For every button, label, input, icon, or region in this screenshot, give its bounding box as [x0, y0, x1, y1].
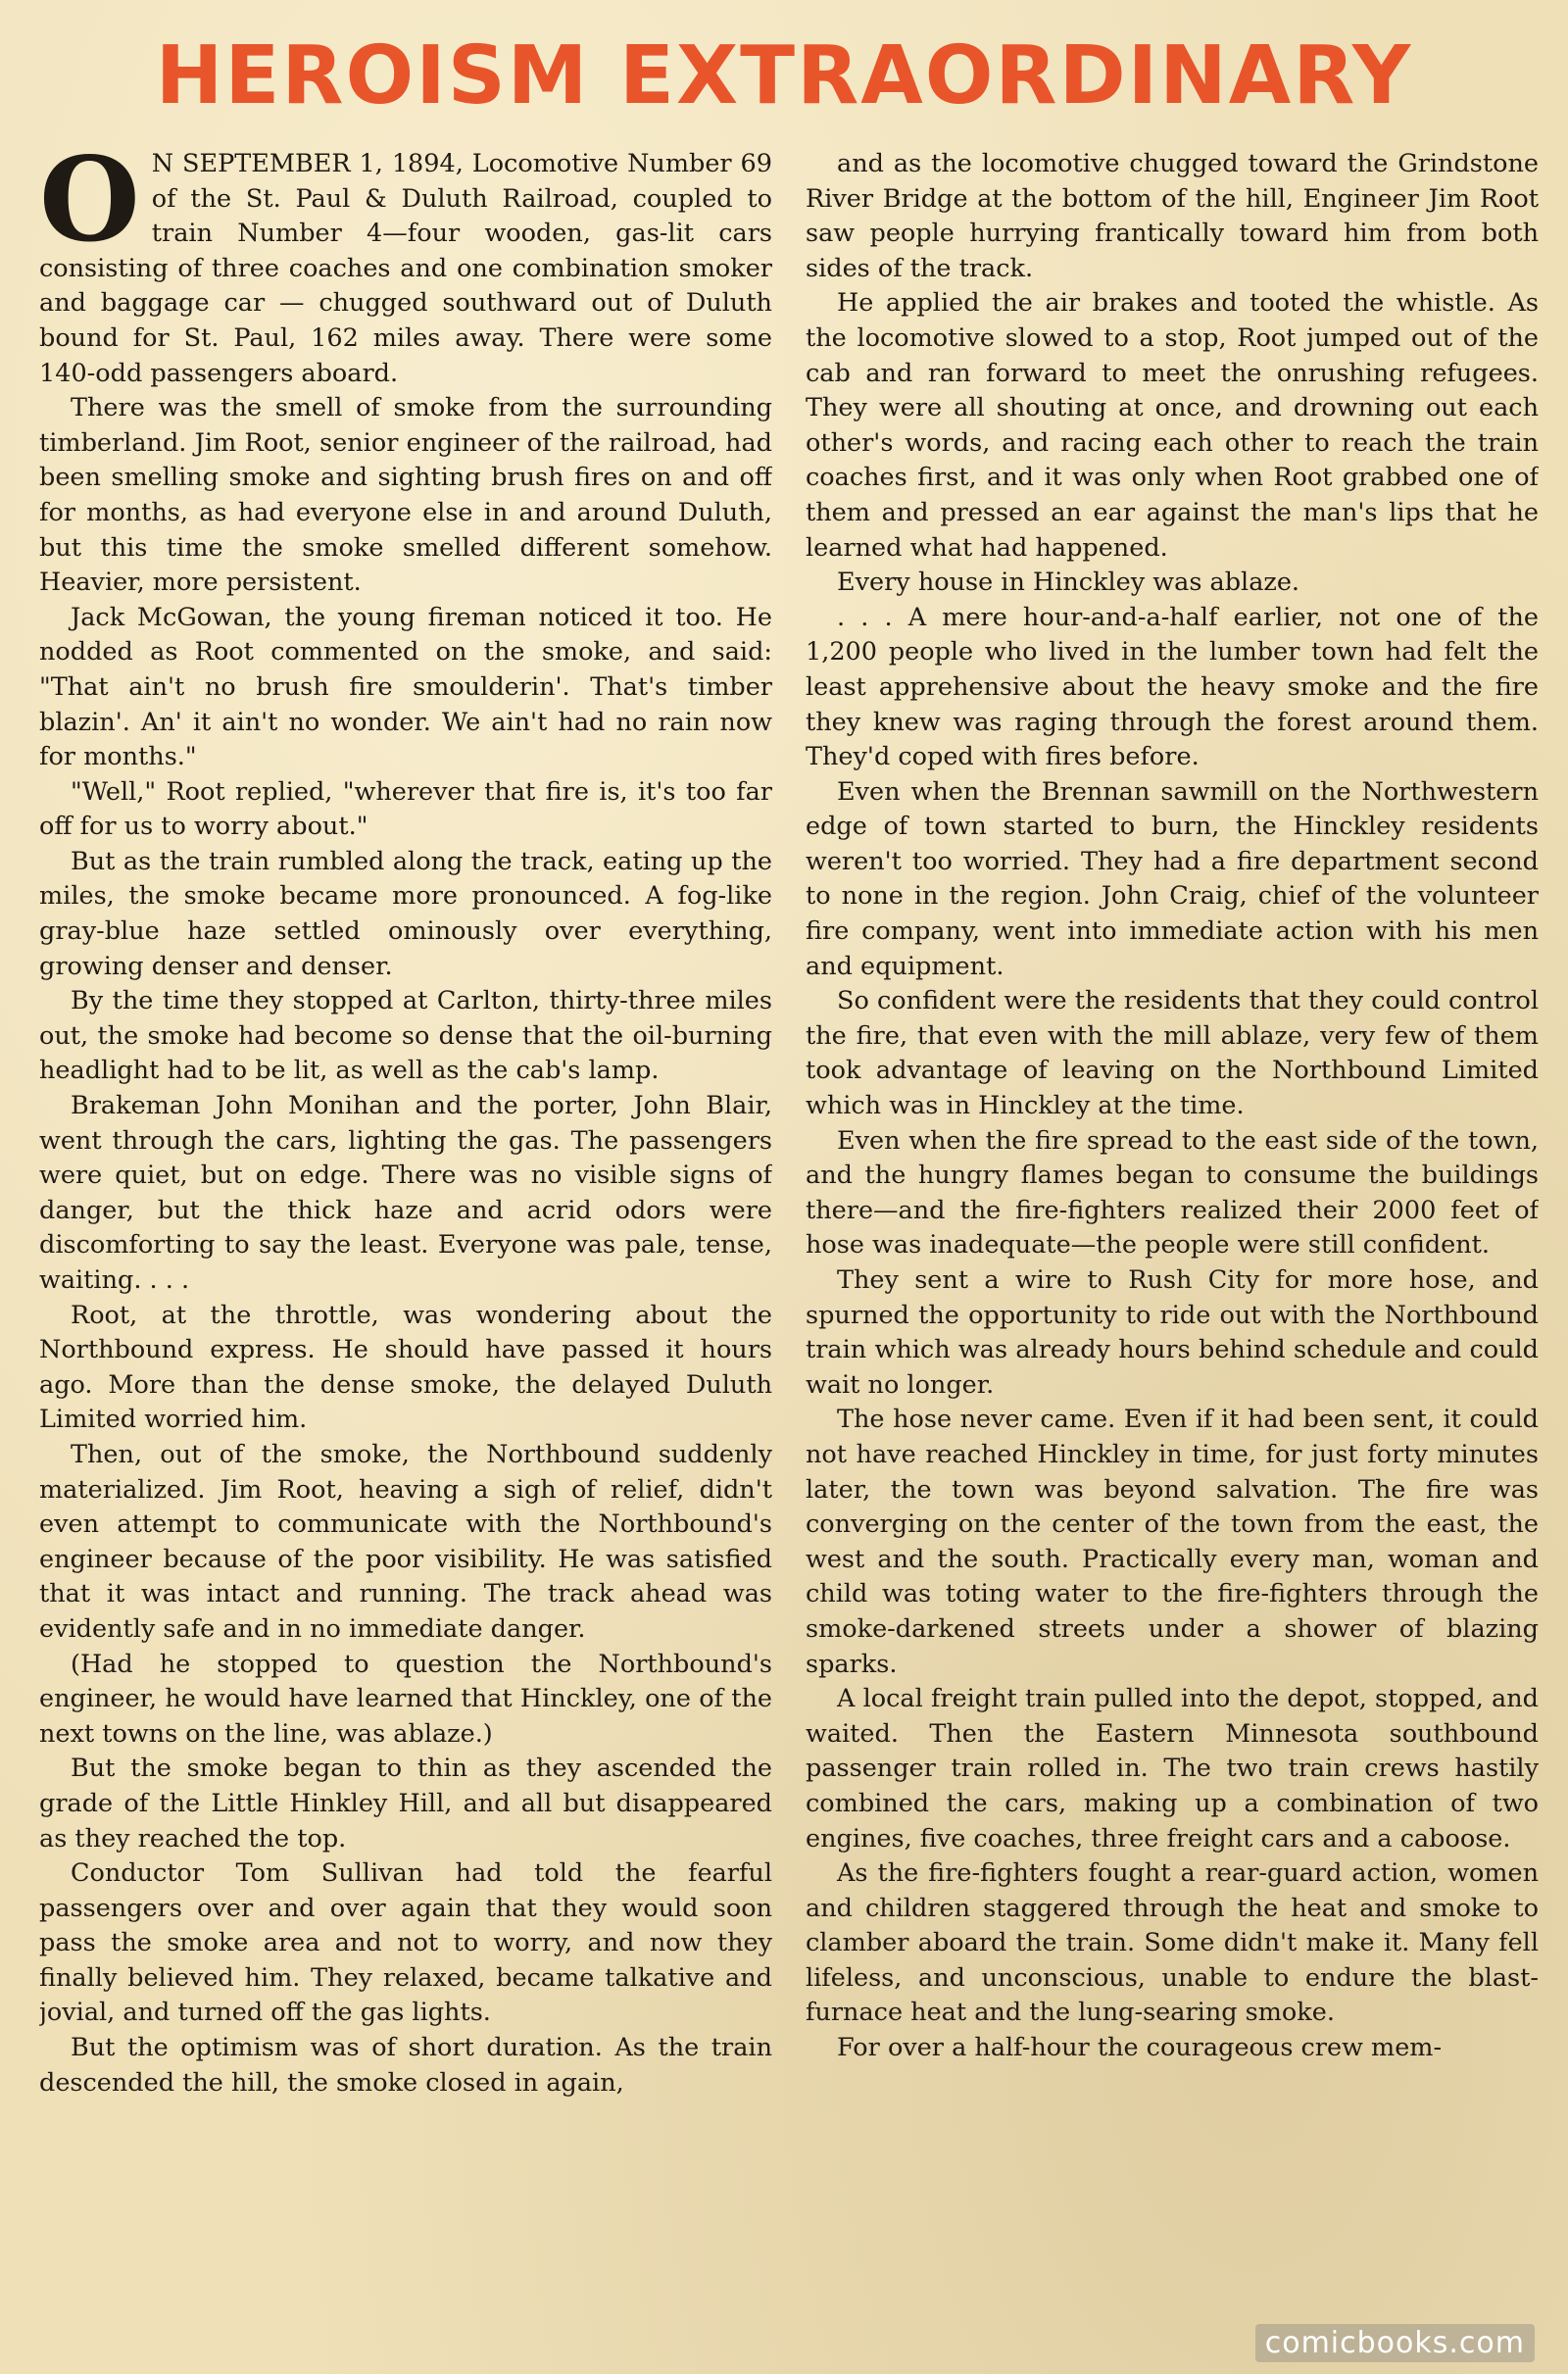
paragraph-text: Every house in Hinckley was ablaze.: [837, 568, 1300, 598]
paragraph: [806, 775, 1539, 985]
paragraph-text: But the smoke began to thin as they ascended the grade of the Little Hinkley Hill, and all but disappeared as they reached the top.: [39, 1754, 772, 1854]
paragraph: [806, 1124, 1539, 1263]
paragraph-text: Brakeman John Monihan and the porter, John Blair, went through the cars, lighting the gas. The passengers were quiet, but on edge. There was no visible signs of danger, but the thick haze and acrid odors were discomforting to say the least. Everyone was pale, tense, waiting. . . .: [39, 1091, 772, 1295]
paragraph-text: Even when the Brennan sawmill on the Northwestern edge of town started to burn, the Hinckley residents weren't too worried. They had a fire department second to none in the region. John Craig, chief of the volunteer fire company, went into immediate action with his men and equipment.: [806, 776, 1539, 981]
paragraph-text: . . . A mere hour-and-a-half earlier, not one of the 1,200 people who lived in the lumber town had felt the least apprehensive about the heavy smoke and the fire they knew was raging through the forest around them. They'd coped with fires before.: [806, 602, 1539, 772]
paragraph: [39, 391, 772, 601]
paragraph: [39, 1752, 772, 1856]
paragraph: [39, 1089, 772, 1299]
paragraph-text: The hose never came. Even if it had been sent, it could not have reached Hinckley in time, for just forty minutes later, the town was beyond salvation. The fire was converging on the center of the town from the east, the west and the south. Practically every man, woman and child was toting water to the fire-fighters through the smoke-darkened streets under a shower of blazing sparks.: [806, 1405, 1539, 1679]
column-left: [39, 147, 772, 2328]
paragraph: [39, 601, 772, 775]
paragraph: [806, 2031, 1539, 2066]
paragraph: [39, 984, 772, 1089]
paragraph-text: He applied the air brakes and tooted the whistle. As the locomotive slowed to a stop, Root jumped out of the cab and ran forward to meet the onrushing refugees. They were all shouting at once, and drowning out each other's words, and racing each other to reach the train coaches first, and it was only when Root grabbed one of them and pressed an ear against the man's lips that he learned what had happened.: [806, 288, 1539, 563]
paragraph: [39, 1299, 772, 1438]
paragraph-text: But the optimism was of short duration. As the train descended the hill, the smoke closed in again,: [39, 2033, 772, 2098]
paragraph-text: Even when the fire spread to the east side of the town, and the hungry flames began to consume the buildings there—and the fire-fighters realized their 2000 feet of hose was inadequate—the people were still confident.: [806, 1125, 1539, 1261]
paragraph-text: N SEPTEMBER 1, 1894, Locomotive Number 69 of the St. Paul & Duluth Railroad, coupled to train Number 4—four wooden, gas-lit cars consisting of three coaches and one combination smoker and baggage car — chugged southward out of Duluth bound for St. Paul, 162 miles away. There were some 140-odd passengers aboard.: [39, 149, 772, 388]
paragraph: [806, 1856, 1539, 2031]
paragraph-text: There was the smell of smoke from the surrounding timberland. Jim Root, senior engineer of the railroad, had been smelling smoke and sighting brush fires on and off for months, as had everyone else in and around Duluth, but this time the smoke smelled different somehow. Heavier, more persistent.: [39, 393, 772, 598]
site-watermark: comicbooks.com: [1255, 2324, 1535, 2362]
paragraph: [39, 1648, 772, 1753]
paragraph: [39, 147, 772, 391]
paragraph: [806, 1682, 1539, 1856]
paragraph-text: Root, at the throttle, was wondering about the Northbound express. He should have passed it hours ago. More than the dense smoke, the delayed Duluth Limited worried him.: [39, 1300, 772, 1435]
paragraph-text: But as the train rumbled along the track, eating up the miles, the smoke became more pronounced. A fog-like gray-blue haze settled ominously over everything, growing denser and denser.: [39, 846, 772, 981]
drop-cap: O: [39, 147, 140, 268]
paragraph-text: (Had he stopped to question the Northbound's engineer, he would have learned that Hinckley, one of the next towns on the line, was ablaze.): [39, 1649, 772, 1749]
paragraph: [39, 1438, 772, 1648]
paragraph-text: As the fire-fighters fought a rear-guard action, women and children staggered through the heat and smoke to clamber aboard the train. Some didn't make it. Many fell lifeless, and unconscious, unable to endure the blast-furnace heat and the lung-searing smoke.: [806, 1858, 1539, 2028]
paragraph: [39, 1856, 772, 2031]
paragraph-text: Then, out of the smoke, the Northbound suddenly materialized. Jim Root, heaving a sigh of relief, didn't even attempt to communicate with the Northbound's engineer because of the poor visibility. He was satisfied that it was intact and running. The track ahead was evidently safe and in no immediate danger.: [39, 1439, 772, 1644]
paragraph-text: By the time they stopped at Carlton, thirty-three miles out, the smoke had become so dense that the oil-burning headlight had to be lit, as well as the cab's lamp.: [39, 986, 772, 1086]
paragraph-text: So confident were the residents that they could control the fire, that even with the mill ablaze, very few of them took advantage of leaving on the Northbound Limited which was in Hinckley at the time.: [806, 986, 1539, 1121]
paragraph-text: Jack McGowan, the young fireman noticed it too. He nodded as Root commented on the smoke, and said: "That ain't no brush fire smoulderin'. That's timber blazin'. An' it ain't no wonder. We ain't had no rain now for months.": [39, 602, 772, 772]
column-right: [806, 147, 1539, 2328]
paragraph: [806, 566, 1539, 601]
article-title: HEROISM EXTRAORDINARY: [155, 29, 1413, 123]
paragraph-text: For over a half-hour the courageous crew mem-: [837, 2033, 1443, 2063]
paragraph: [806, 147, 1539, 286]
paragraph: [806, 1403, 1539, 1682]
paragraph: [806, 1263, 1539, 1403]
paragraph-text: "Well," Root replied, "wherever that fire is, it's too far off for us to worry about.": [39, 776, 772, 842]
paragraph: [806, 984, 1539, 1123]
paragraph: [806, 601, 1539, 775]
paragraph: [39, 845, 772, 984]
paragraph: [806, 286, 1539, 566]
paragraph: [39, 2031, 772, 2101]
paragraph: [39, 775, 772, 845]
paragraph-text: They sent a wire to Rush City for more hose, and spurned the opportunity to ride out with the Northbound train which was already hours behind schedule and could wait no longer.: [806, 1265, 1539, 1400]
paragraph-text: Conductor Tom Sullivan had told the fearful passengers over and over again that they would soon pass the smoke area and not to worry, and now they finally believed him. They relaxed, became talkative and jovial, and turned off the gas lights.: [39, 1858, 772, 2028]
article-body: [39, 147, 1539, 2328]
paragraph-text: and as the locomotive chugged toward the Grindstone River Bridge at the bottom of the hill, Engineer Jim Root saw people hurrying frantically toward him from both sides of the track.: [806, 149, 1539, 283]
paragraph-text: A local freight train pulled into the depot, stopped, and waited. Then the Eastern Minnesota southbound passenger train rolled in. The two train crews hastily combined the cars, making up a combination of two engines, five coaches, three freight cars and a caboose.: [806, 1684, 1539, 1854]
